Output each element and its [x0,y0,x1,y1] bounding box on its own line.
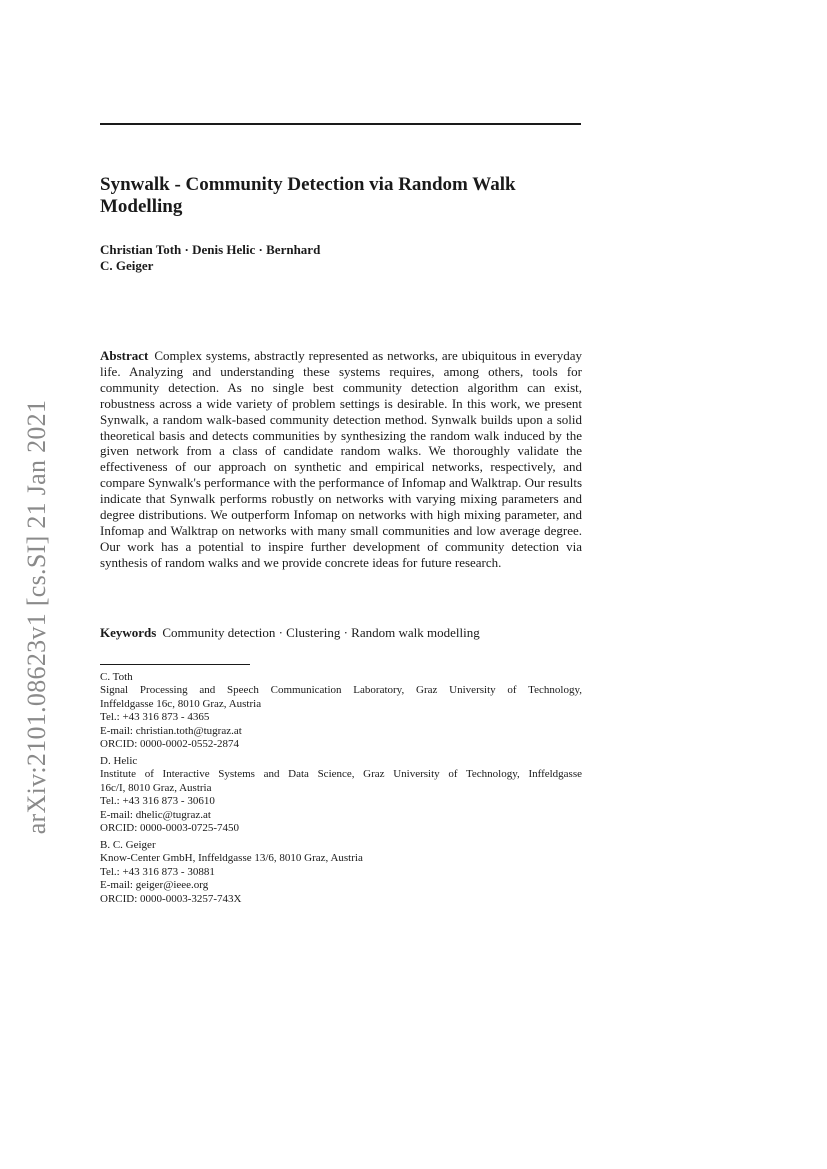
author-list [100,242,400,274]
title-line-1: Synwalk - Community Detection via Random Walk [100,174,516,195]
affiliation-orcid: ORCID: 0000-0003-3257-743X [100,892,242,905]
affiliation-email: E-mail: geiger@ieee.org [100,879,209,892]
affiliation-tel: Tel.: +43 316 873 - 4365 [100,711,210,724]
affiliation-name: B. C. Geiger [100,839,156,851]
abstract-heading: Abstract [100,348,149,363]
abstract-text: Complex systems, abstractly represented as networks, are ubiquitous in everyday life. Analyzing and understanding these systems requires, among others, tools for community detection. As no single best community detection algorithm can exist, robustness across a wide variety of problem settings is desirable. In this work, we present Synwalk, a random walk-based community detection method. Synwalk builds upon a solid theoretical basis and detects communities by synthesizing the random walk induced by the given network from a class of candidate random walks. We thoroughly validate the effectiveness of our approach on synthetic and empirical networks, respectively, and compare Synwalk's performance with the performance of Infomap and Walktrap. Our results indicate that Synwalk performs robustly on networks with varying mixing parameters and degree distributions. We outperform Infomap on networks with high mixing parameter, and Infomap and Walktrap on networks with many small communities and low average degree. Our work has a potential to inspire further development of community detection via synthesis of random walks and we provide concrete ideas for future research. [100,348,582,570]
affiliation-address-line-1: Institute of Interactive Systems and Data Science, Graz University of Technology, Inffeldgasse [100,768,582,781]
footnote-rule [100,664,250,665]
abstract [100,348,582,571]
affiliation-geiger [100,839,582,906]
affiliation-address-line-1: Signal Processing and Speech Communication Laboratory, Graz University of Technology, [100,684,582,697]
title-line-2: Modelling [100,196,183,217]
authors-line-1: Christian Toth · Denis Helic · Bernhard [100,242,321,257]
affiliation-address-line-2: 16c/I, 8010 Graz, Austria [100,781,212,794]
affiliation-name: C. Toth [100,671,133,683]
affiliation-email: E-mail: christian.toth@tugraz.at [100,724,242,737]
paper-title [100,174,582,218]
header-rule [100,123,581,125]
affiliation-tel: Tel.: +43 316 873 - 30881 [100,865,215,878]
authors-line-2: C. Geiger [100,258,154,273]
affiliation-helic [100,755,582,835]
affiliation-orcid: ORCID: 0000-0003-0725-7450 [100,822,240,835]
affiliation-orcid: ORCID: 0000-0002-0552-2874 [100,738,240,751]
affiliation-toth [100,671,582,751]
affiliation-tel: Tel.: +43 316 873 - 30610 [100,795,215,808]
affiliation-email: E-mail: dhelic@tugraz.at [100,808,211,821]
affiliation-address-line-2: Inffeldgasse 16c, 8010 Graz, Austria [100,697,262,710]
keywords-text: Community detection · Clustering · Random walk modelling [162,625,480,640]
affiliation-address-line-1: Know-Center GmbH, Inffeldgasse 13/6, 8010 Graz, Austria [100,852,363,865]
arxiv-stamp: arXiv:2101.08623v1 [cs.SI] 21 Jan 2021 [22,399,51,835]
keywords [100,625,582,641]
affiliation-name: D. Helic [100,755,138,767]
arxiv-sidebar [22,382,52,852]
keywords-heading: Keywords [100,625,157,640]
